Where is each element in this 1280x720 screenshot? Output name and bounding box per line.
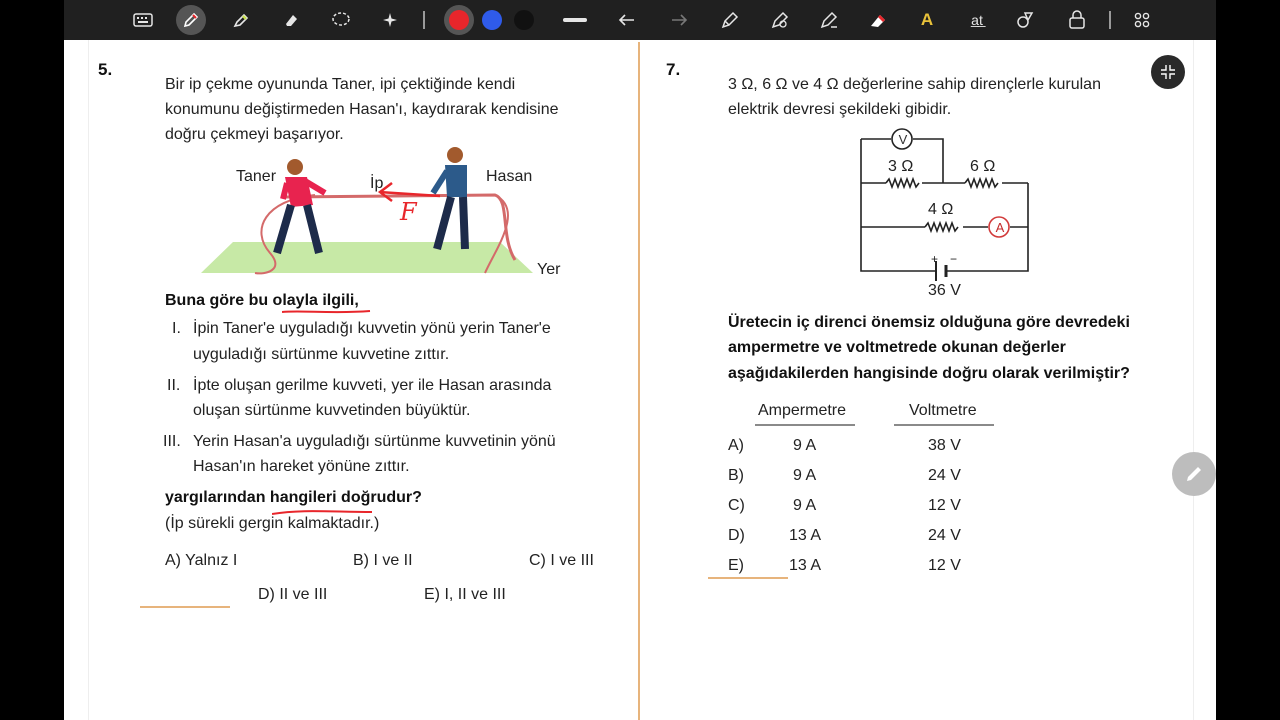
eraser2-icon[interactable] (863, 5, 893, 35)
answer-option-e[interactable]: E) I, II ve III (424, 586, 506, 603)
section-rule (708, 577, 788, 579)
statement-number: I. (172, 320, 181, 337)
sparkle-icon[interactable] (375, 5, 405, 35)
resistor-label: 4 Ω (928, 201, 954, 218)
statement-number: III. (163, 433, 181, 450)
color-black[interactable] (514, 10, 534, 30)
answer-voltmeter-value: 38 V (928, 437, 961, 454)
question-prompt: yargılarından hangileri doğrudur? (165, 489, 422, 506)
text-icon[interactable]: a̲t̲ (971, 12, 983, 28)
annotation-toolbar (64, 0, 1216, 41)
undo-icon[interactable] (612, 5, 642, 35)
table-header-ammeter: Ampermetre (758, 402, 847, 419)
section-rule (140, 606, 230, 608)
column-divider (638, 42, 640, 720)
shape-pen-icon[interactable] (715, 5, 745, 35)
collapse-icon[interactable] (1151, 55, 1185, 89)
polarity-plus: + (931, 252, 939, 266)
question-prompt-line: ampermetre ve voltmetrede okunan değerler (728, 339, 1066, 356)
redo-icon[interactable] (664, 5, 694, 35)
answer-ammeter-value: 9 A (793, 437, 817, 454)
stroke-width-icon[interactable] (560, 5, 590, 35)
question-number: 7. (666, 60, 681, 79)
statement-line: uyguladığı sürtünme kuvvetine zıttır. (193, 346, 450, 363)
question-lead: Buna göre bu olayla ilgili, (165, 292, 359, 309)
shape-pen3-icon[interactable] (814, 5, 844, 35)
table-header-voltmeter: Voltmetre (909, 402, 977, 419)
force-annotation: F (400, 198, 417, 226)
eraser-icon[interactable] (276, 5, 306, 35)
toolbar-separator (1109, 11, 1111, 29)
hasan-figure (433, 147, 467, 249)
answer-voltmeter-value: 24 V (928, 467, 961, 484)
answer-label-a[interactable]: A) (728, 437, 744, 454)
toolbar-separator (423, 11, 425, 29)
statement-line: Hasan'ın hareket yönüne zıttır. (193, 458, 410, 475)
polarity-minus: − (950, 252, 958, 266)
statement-number: II. (167, 377, 181, 394)
answer-voltmeter-value: 12 V (928, 557, 961, 574)
answer-label-c[interactable]: C) (728, 497, 745, 514)
voltmeter-symbol: V (898, 132, 908, 147)
underline-annotation (282, 308, 372, 316)
question-number: 5. (98, 60, 113, 79)
grid-icon[interactable] (1127, 5, 1157, 35)
statement-line: oluşan sürtünme kuvvetinden büyüktür. (193, 402, 471, 419)
source-voltage: 36 V (928, 282, 961, 299)
table-header-rule (894, 424, 994, 426)
answer-option-b[interactable]: B) I ve II (353, 552, 413, 569)
question-prompt-line: aşağıdakilerden hangisinde doğru olarak verilmiştir? (728, 365, 1130, 382)
answer-voltmeter-value: 24 V (928, 527, 961, 544)
answer-ammeter-value: 13 A (789, 527, 822, 544)
answer-option-a[interactable]: A) Yalnız I (165, 552, 238, 569)
keyboard-icon[interactable] (128, 5, 158, 35)
statement-line: Yerin Hasan'a uyguladığı sürtünme kuvvetinin yönü (193, 433, 556, 450)
statement-line: İpte oluşan gerilme kuvveti, yer ile Hasan arasında (193, 377, 552, 394)
statement-line: İpin Taner'e uyguladığı kuvvetin yönü yerin Taner'e (193, 320, 551, 337)
answer-option-c[interactable]: C) I ve III (529, 552, 594, 569)
answer-option-d[interactable]: D) II ve III (258, 586, 328, 603)
fig-label-ip: İp (370, 175, 384, 192)
color-blue[interactable] (482, 10, 502, 30)
resistor-label: 3 Ω (888, 158, 914, 175)
question-stem-line: Bir ip çekme oyununda Taner, ipi çektiğinde kendi (165, 76, 516, 93)
resistor-label: 6 Ω (970, 158, 996, 175)
answer-label-e[interactable]: E) (728, 557, 744, 574)
answer-ammeter-value: 9 A (793, 467, 817, 484)
answer-ammeter-value: 9 A (793, 497, 817, 514)
question-stem-line: 3 Ω, 6 Ω ve 4 Ω değerlerine sahip dirençlerle kurulan (728, 76, 1101, 93)
answer-voltmeter-value: 12 V (928, 497, 961, 514)
answer-label-d[interactable]: D) (728, 527, 745, 544)
table-header-rule (755, 424, 855, 426)
answer-ammeter-value: 13 A (789, 557, 822, 574)
shape-pen2-icon[interactable] (765, 5, 795, 35)
question-stem-line: elektrik devresi şekildeki gibidir. (728, 101, 952, 118)
lock-icon[interactable] (1062, 5, 1092, 35)
lasso-icon[interactable] (326, 5, 356, 35)
fig-label-hasan: Hasan (486, 168, 533, 185)
question-note: (İp sürekli gergin kalmaktadır.) (165, 515, 380, 532)
pen-icon[interactable] (176, 5, 206, 35)
text-style-icon[interactable]: A (920, 10, 934, 29)
color-red-selected[interactable] (444, 5, 474, 35)
question-stem-line: doğru çekmeyi başarıyor. (165, 126, 344, 143)
edit-pencil-icon[interactable] (1172, 452, 1216, 496)
highlighter-icon[interactable] (226, 5, 256, 35)
fig-label-taner: Taner (236, 168, 277, 185)
question-stem-line: konumunu değiştirmeden Hasan'ı, kaydırarak kendisine (165, 101, 559, 118)
ammeter-symbol: A (995, 220, 1005, 235)
fig-label-yer: Yer (537, 261, 561, 278)
shape-icon[interactable] (1010, 5, 1040, 35)
taner-figure (277, 159, 325, 253)
answer-label-b[interactable]: B) (728, 467, 744, 484)
question-prompt-line: Üretecin iç direnci önemsiz olduğuna göre devredeki (728, 314, 1130, 331)
